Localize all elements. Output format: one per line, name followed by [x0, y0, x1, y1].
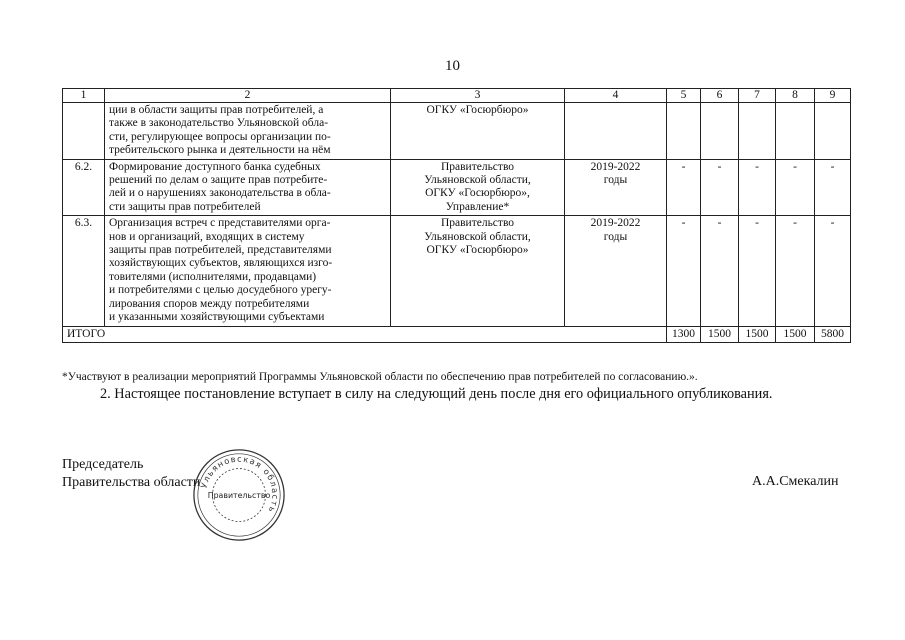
funding-value — [667, 103, 701, 160]
funding-value: - — [815, 159, 851, 216]
cell-line: также в законодательство Ульяновской обла- — [109, 117, 329, 130]
cell-line: решений по делам о защите прав потребите- — [109, 174, 328, 187]
column-header: 2 — [105, 89, 391, 103]
cell-line: товителями (исполнителями, продавцами) — [109, 270, 317, 283]
funding-value: - — [739, 159, 776, 216]
cell-line: годы — [603, 230, 628, 243]
period — [565, 159, 667, 216]
column-header: 9 — [815, 89, 851, 103]
column-header: 8 — [776, 89, 815, 103]
total-value: 1500 — [701, 326, 739, 342]
funding-value: - — [776, 216, 815, 326]
funding-value: - — [776, 159, 815, 216]
table-row — [63, 103, 851, 160]
total-row — [63, 326, 851, 342]
footnote: *Участвуют в реализации мероприятий Программы Ульяновской области по обеспечению прав потребителей по согласованию.». — [62, 371, 698, 383]
funding-value: - — [701, 159, 739, 216]
table-row — [63, 216, 851, 326]
funding-value: - — [739, 216, 776, 326]
cell-line: ОГКУ «Госюрбюро», — [425, 187, 530, 200]
official-seal-icon — [190, 446, 288, 544]
cell-line: и указанными хозяйствующими субъектами — [109, 311, 325, 324]
cell-line: годы — [603, 174, 628, 187]
cell-line: лей и о нарушениях законодательства в обла- — [109, 187, 331, 200]
cell-line: Управление* — [445, 200, 510, 213]
cell-line: Ульяновской области, — [424, 230, 531, 243]
signer-title-line: Председатель — [62, 457, 144, 472]
activity-description — [105, 159, 391, 216]
total-label: ИТОГО — [63, 326, 667, 342]
period — [565, 103, 667, 160]
funding-value — [776, 103, 815, 160]
cell-line: 2019-2022 — [590, 160, 641, 173]
column-header: 5 — [667, 89, 701, 103]
cell-line: сти, регулирующее вопросы организации по- — [109, 130, 331, 143]
cell-line: лирования споров между потребителями — [109, 297, 310, 310]
executor — [391, 103, 565, 160]
cell-line: Организация встреч с представителями орга- — [109, 217, 331, 230]
cell-line: хозяйствующих субъектов, являющихся изго- — [109, 257, 333, 270]
signer-title — [62, 456, 200, 492]
column-header: 7 — [739, 89, 776, 103]
table-row — [63, 159, 851, 216]
svg-text:Правительство: Правительство — [207, 490, 271, 500]
cell-line: ции в области защиты прав потребителей, а — [109, 104, 324, 116]
column-header: 1 — [63, 89, 105, 103]
program-table — [62, 88, 851, 343]
cell-line: Правительство — [440, 217, 515, 230]
cell-line: Формирование доступного банка судебных — [109, 160, 321, 173]
activity-description — [105, 216, 391, 326]
funding-value: - — [815, 216, 851, 326]
item-number: 6.3. — [63, 216, 105, 326]
cell-line: защиты прав потребителей, представителями — [109, 244, 332, 257]
cell-line: нов и организаций, входящих в систему — [109, 230, 305, 243]
cell-line: Ульяновской области, — [424, 174, 531, 187]
resolution-text: 2. Настоящее постановление вступает в силу на следующий день после дня его официального опубликования. — [100, 386, 773, 402]
cell-line: ОГКУ «Госюрбюро» — [426, 104, 529, 116]
cell-line: Правительство — [440, 160, 515, 173]
column-header: 3 — [391, 89, 565, 103]
funding-value: - — [701, 216, 739, 326]
funding-value: - — [667, 159, 701, 216]
total-value: 1300 — [667, 326, 701, 342]
total-value: 1500 — [739, 326, 776, 342]
signer-title-line: Правительства области — [62, 475, 201, 490]
funding-value — [701, 103, 739, 160]
cell-line: ОГКУ «Госюрбюро» — [426, 244, 529, 257]
funding-value — [815, 103, 851, 160]
total-value: 5800 — [815, 326, 851, 342]
cell-line: 2019-2022 — [590, 217, 641, 230]
period — [565, 216, 667, 326]
cell-line: требительского рынка и деятельности на нём — [109, 144, 331, 157]
page-number: 10 — [445, 58, 460, 74]
cell-line: сти защиты прав потребителей — [109, 200, 261, 213]
column-header: 6 — [701, 89, 739, 103]
total-value: 1500 — [776, 326, 815, 342]
funding-value — [739, 103, 776, 160]
funding-value: - — [667, 216, 701, 326]
item-number: 6.2. — [63, 159, 105, 216]
executor — [391, 159, 565, 216]
item-number — [63, 103, 105, 160]
column-header: 4 — [565, 89, 667, 103]
activity-description — [105, 103, 391, 160]
table-header-row — [63, 89, 851, 103]
cell-line: и потребителями с целью досудебного урегу- — [109, 284, 332, 297]
executor — [391, 216, 565, 326]
signer-name: А.А.Смекалин — [752, 474, 839, 489]
svg-text:Ульяновская область: Ульяновская область — [198, 453, 281, 515]
